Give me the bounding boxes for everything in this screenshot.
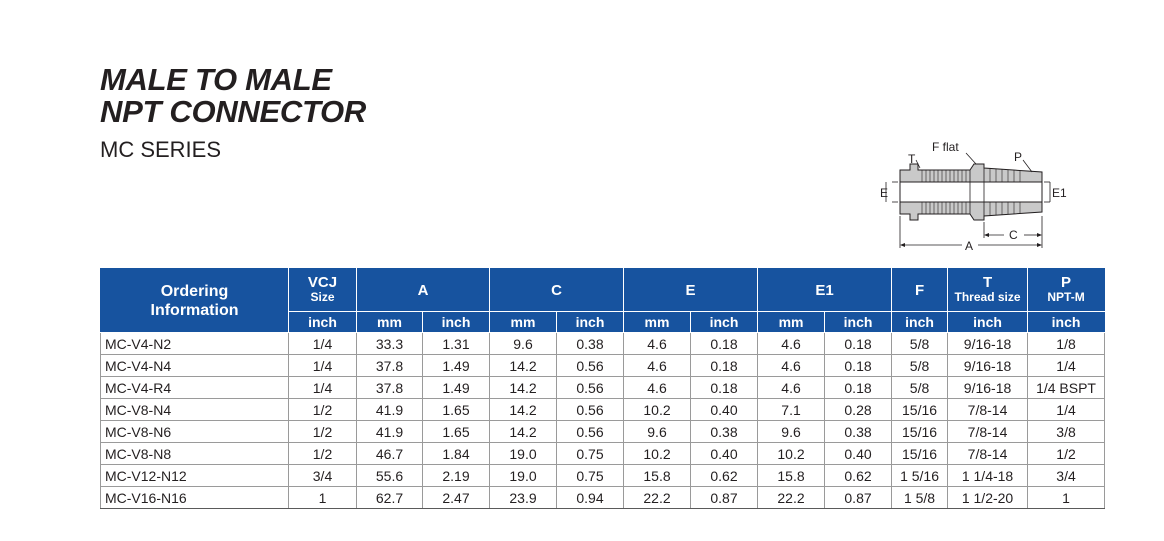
unit-cell: mm — [624, 312, 691, 333]
table-cell: 0.56 — [557, 355, 624, 377]
unit-cell: inch — [557, 312, 624, 333]
table-cell: 9.6 — [490, 333, 557, 355]
header-p: P NPT-M — [1028, 269, 1105, 312]
header-c: C — [490, 269, 624, 312]
header-row — [101, 269, 1105, 312]
table-cell: 15/16 — [892, 443, 948, 465]
table-cell: 1/4 — [289, 333, 357, 355]
table-cell: 0.18 — [691, 377, 758, 399]
table-cell: 0.56 — [557, 399, 624, 421]
table-cell: 9/16-18 — [948, 377, 1028, 399]
ordering-code-cell: MC-V4-N4 — [101, 355, 289, 377]
table-cell: 1/2 — [289, 399, 357, 421]
series-subtitle: MC SERIES — [100, 137, 222, 162]
table-cell: 7/8-14 — [948, 443, 1028, 465]
table-row — [101, 333, 1105, 355]
table-cell: 7/8-14 — [948, 399, 1028, 421]
table-cell: 1.65 — [423, 399, 490, 421]
connector-body — [900, 164, 1042, 220]
table-cell: 3/4 — [289, 465, 357, 487]
table-cell: 33.3 — [357, 333, 423, 355]
table-cell: 0.62 — [691, 465, 758, 487]
unit-cell: inch — [892, 312, 948, 333]
title-line-1: MALE TO MALE — [100, 62, 332, 97]
table-cell: 1/8 — [1028, 333, 1105, 355]
unit-cell: mm — [357, 312, 423, 333]
ordering-code-cell: MC-V4-R4 — [101, 377, 289, 399]
table-cell: 1/4 — [1028, 399, 1105, 421]
table-cell: 2.19 — [423, 465, 490, 487]
table-cell: 23.9 — [490, 487, 557, 509]
table-cell: 4.6 — [758, 333, 825, 355]
label-e1: E1 — [1052, 186, 1067, 200]
table-cell: 9.6 — [624, 421, 691, 443]
header-vcj: VCJ Size — [289, 269, 357, 312]
table-row — [101, 465, 1105, 487]
unit-cell: inch — [1028, 312, 1105, 333]
table-cell: 5/8 — [892, 333, 948, 355]
table-cell: 4.6 — [624, 377, 691, 399]
table-cell: 4.6 — [758, 377, 825, 399]
table-cell: 1 1/4-18 — [948, 465, 1028, 487]
table-cell: 5/8 — [892, 355, 948, 377]
table-cell: 4.6 — [758, 355, 825, 377]
table-cell: 14.2 — [490, 399, 557, 421]
table-cell: 1.84 — [423, 443, 490, 465]
table-cell: 0.40 — [825, 443, 892, 465]
table-cell: 9/16-18 — [948, 355, 1028, 377]
table-cell: 0.18 — [825, 333, 892, 355]
table-cell: 1/4 — [1028, 355, 1105, 377]
table-cell: 14.2 — [490, 421, 557, 443]
table-cell: 1.49 — [423, 377, 490, 399]
table-cell: 1.49 — [423, 355, 490, 377]
ordering-code-cell: MC-V12-N12 — [101, 465, 289, 487]
table-cell: 0.18 — [825, 377, 892, 399]
table-cell: 1 — [1028, 487, 1105, 509]
table-cell: 1/2 — [289, 443, 357, 465]
table-cell: 4.6 — [624, 333, 691, 355]
table-row — [101, 443, 1105, 465]
header-a: A — [357, 269, 490, 312]
table-cell: 22.2 — [624, 487, 691, 509]
table-row — [101, 421, 1105, 443]
connector-diagram — [868, 136, 1078, 256]
page-title — [100, 64, 366, 128]
table-cell: 0.87 — [825, 487, 892, 509]
header-e: E — [624, 269, 758, 312]
table-cell: 10.2 — [624, 443, 691, 465]
table-cell: 15.8 — [624, 465, 691, 487]
table-cell: 14.2 — [490, 377, 557, 399]
table-cell: 37.8 — [357, 355, 423, 377]
table-cell: 7/8-14 — [948, 421, 1028, 443]
table-cell: 0.62 — [825, 465, 892, 487]
table-cell: 9/16-18 — [948, 333, 1028, 355]
unit-cell: inch — [825, 312, 892, 333]
table-body — [101, 333, 1105, 509]
table-cell: 41.9 — [357, 399, 423, 421]
table-row — [101, 355, 1105, 377]
unit-cell: mm — [490, 312, 557, 333]
table-cell: 0.87 — [691, 487, 758, 509]
table-cell: 5/8 — [892, 377, 948, 399]
table-cell: 15/16 — [892, 399, 948, 421]
table-cell: 0.56 — [557, 421, 624, 443]
title-line-2: NPT CONNECTOR — [100, 94, 366, 129]
table-cell: 3/8 — [1028, 421, 1105, 443]
ordering-code-cell: MC-V8-N6 — [101, 421, 289, 443]
table-cell: 0.18 — [691, 355, 758, 377]
table-cell: 1/2 — [1028, 443, 1105, 465]
table-cell: 1/4 — [289, 377, 357, 399]
table-cell: 3/4 — [1028, 465, 1105, 487]
table-cell: 0.38 — [691, 421, 758, 443]
table-row — [101, 399, 1105, 421]
table-cell: 0.28 — [825, 399, 892, 421]
table-cell: 37.8 — [357, 377, 423, 399]
table-cell: 9.6 — [758, 421, 825, 443]
spec-table — [100, 268, 1105, 509]
label-t: T — [908, 152, 916, 166]
label-p: P — [1014, 150, 1023, 164]
table-cell: 7.1 — [758, 399, 825, 421]
header-f: F — [892, 269, 948, 312]
table-cell: 1.31 — [423, 333, 490, 355]
unit-cell: inch — [948, 312, 1028, 333]
table-cell: 1 5/16 — [892, 465, 948, 487]
label-e: E — [880, 186, 889, 200]
table-cell: 19.0 — [490, 465, 557, 487]
unit-cell: mm — [758, 312, 825, 333]
table-cell: 0.40 — [691, 443, 758, 465]
ordering-code-cell: MC-V8-N4 — [101, 399, 289, 421]
table-row — [101, 377, 1105, 399]
header-t: T Thread size — [948, 269, 1028, 312]
table-cell: 14.2 — [490, 355, 557, 377]
table-cell: 1/4 BSPT — [1028, 377, 1105, 399]
ordering-code-cell: MC-V16-N16 — [101, 487, 289, 509]
table-cell: 55.6 — [357, 465, 423, 487]
table-cell: 46.7 — [357, 443, 423, 465]
table-cell: 1 5/8 — [892, 487, 948, 509]
table-cell: 41.9 — [357, 421, 423, 443]
table-cell: 0.40 — [691, 399, 758, 421]
table-cell: 0.18 — [825, 355, 892, 377]
table-cell: 0.18 — [691, 333, 758, 355]
table-cell: 1 1/2-20 — [948, 487, 1028, 509]
table-cell: 2.47 — [423, 487, 490, 509]
table-cell: 0.56 — [557, 377, 624, 399]
table-cell: 15/16 — [892, 421, 948, 443]
table-cell: 1.65 — [423, 421, 490, 443]
table-cell: 19.0 — [490, 443, 557, 465]
table-cell: 62.7 — [357, 487, 423, 509]
ordering-code-cell: MC-V4-N2 — [101, 333, 289, 355]
ordering-code-cell: MC-V8-N8 — [101, 443, 289, 465]
unit-cell: inch — [423, 312, 490, 333]
table-cell: 0.38 — [557, 333, 624, 355]
table-cell: 10.2 — [624, 399, 691, 421]
table-cell: 15.8 — [758, 465, 825, 487]
table-cell: 22.2 — [758, 487, 825, 509]
label-a: A — [965, 239, 974, 253]
table-cell: 1/2 — [289, 421, 357, 443]
table-cell: 10.2 — [758, 443, 825, 465]
table-cell: 0.75 — [557, 443, 624, 465]
table-row — [101, 487, 1105, 509]
header-e1: E1 — [758, 269, 892, 312]
table-cell: 1/4 — [289, 355, 357, 377]
label-f-flat: F flat — [932, 140, 959, 154]
table-cell: 1 — [289, 487, 357, 509]
unit-cell: inch — [289, 312, 357, 333]
table-cell: 0.38 — [825, 421, 892, 443]
table-cell: 0.94 — [557, 487, 624, 509]
table-cell: 4.6 — [624, 355, 691, 377]
unit-cell: inch — [691, 312, 758, 333]
table-cell: 0.75 — [557, 465, 624, 487]
header-ordering-information: Ordering Information — [101, 269, 289, 333]
label-c: C — [1009, 228, 1018, 242]
